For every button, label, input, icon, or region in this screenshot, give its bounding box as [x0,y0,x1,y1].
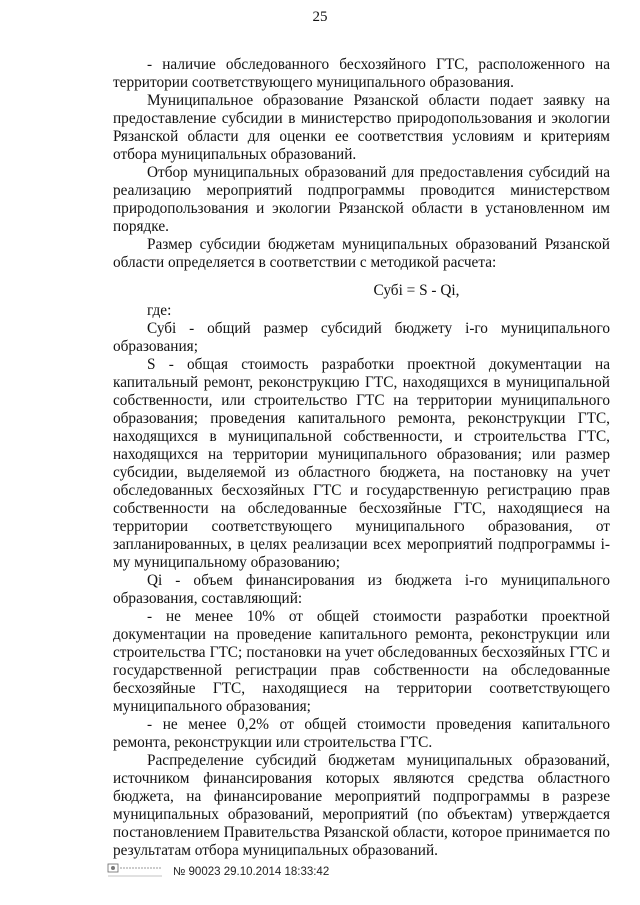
page-number: 25 [312,9,328,25]
definition-sub-i: Субі - общий размер субсидий бюджету і-го муниципального образования; [113,320,610,355]
document-body [113,56,610,860]
definition-q-i-item-0-2-percent: - не менее 0,2% от общей стоимости проведения капитального ремонта, реконструкции или строительства ГТС. [113,716,610,751]
definition-s: S - общая стоимость разработки проектной документации на капитальный ремонт, реконструкцию ГТС, находящихся в муниципальной собственности, или строительство ГТС на территории муниципального образования; проведения капитального ремонта, реконструкции ГТС, находящихся в муниципальной собственности, и строительства ГТС, находящихся на территории муниципального образования; или размер субсидии, выделяемой из областного бюджета, на постановку на учет обследованных бесхозяйных ГТС и государственную регистрацию прав собственности на обследованные бесхозяйные ГТС, находящиеся на территории соответствующего муниципального образования, от запланированных, в целях реализации всех мероприятий подпрограммы і-му муниципальному образованию; [113,356,610,571]
subsidy-formula: Субі = S - Qі, [373,282,460,299]
stamp-logo-icon [106,860,166,882]
paragraph-subsidy-size: Размер субсидии бюджетам муниципальных образований Рязанской области определяется в соответствии с методикой расчета: [113,236,610,271]
document-registration-footer: № 90023 29.10.2014 18:33:42 [173,866,330,878]
paragraph-distribution: Распределение субсидий бюджетам муниципальных образований, источником финансирования которых являются средства областного бюджета, на финансирование мероприятий подпрограммы в разрезе муниципальных образований, мероприятий (по объектам) утверждается постановлением Правительства Рязанской области, которое принимается по результатам отбора муниципальных образований. [113,752,610,859]
paragraph-ownerless-gts: - наличие обследованного бесхозяйного ГТС, расположенного на территории соответствующего муниципального образования. [113,56,610,91]
paragraph-application: Муниципальное образование Рязанской области подает заявку на предоставление субсидии в министерство природопользования и экологии Рязанской области для оценки ее соответствия условиям и критериям отбора муниципальных образований. [113,92,610,163]
definition-q-i: Qі - объем финансирования из бюджета і-го муниципального образования, составляющий: [113,572,610,607]
where-label: где: [147,302,172,319]
definition-q-i-item-10-percent: - не менее 10% от общей стоимости разработки проектной документации на проведение капитального ремонта, реконструкции или строительства ГТС; постановки на учет обследованных бесхозяйных ГТС и государственной регистрации прав собственности на обследованные бесхозяйные ГТС, находящиеся на территории соответствующего муниципального образования; [113,608,610,715]
registry-stamp-logo [106,860,166,882]
paragraph-selection: Отбор муниципальных образований для предоставления субсидий на реализацию мероприятий подпрограммы проводится министерством природопользования и экологии Рязанской области в установленном им порядке. [113,164,610,235]
